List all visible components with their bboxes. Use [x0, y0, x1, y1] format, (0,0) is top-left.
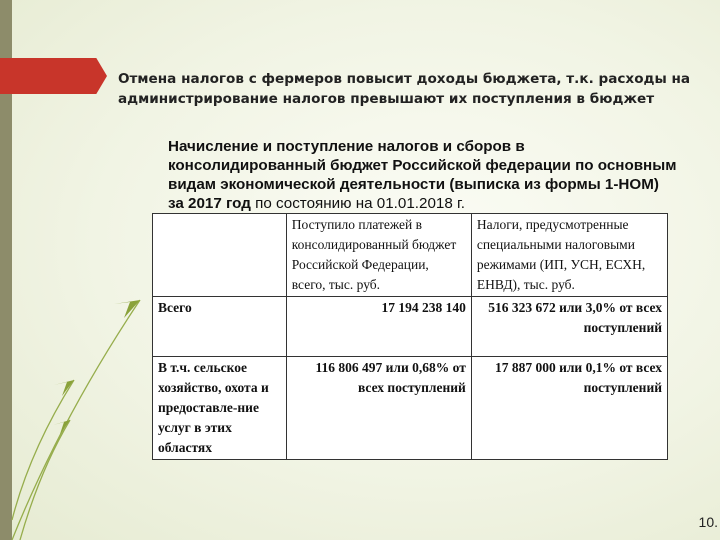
deco-curve-1	[12, 300, 140, 540]
page-number: 10.	[698, 514, 718, 530]
table-caption-date: по состоянию на 01.01.2018 г.	[250, 195, 465, 212]
table-caption-bold: Начисление и поступление налогов и сборов в консолидированный бюджет Российской федерации по основным видам экономической деятельности (выписка из формы 1-НОМ) за 2017 год	[168, 138, 677, 212]
tax-table	[152, 213, 668, 460]
header-cell-total: Поступило платежей в консолидированный бюджет Российской Федерации, всего, тыс. руб.	[286, 214, 471, 297]
cell-total-special: 516 323 672 или 3,0% от всех поступлений	[471, 297, 667, 357]
table-row	[153, 297, 668, 357]
table-caption	[168, 137, 678, 213]
title-accent-tab	[0, 58, 107, 94]
deco-arrowhead-1	[114, 300, 140, 318]
cell-total-payments: 17 194 238 140	[286, 297, 471, 357]
deco-arrowhead-3	[53, 420, 70, 434]
cell-agriculture-payments: 116 806 497 или 0,68% от всех поступлений	[286, 357, 471, 460]
table-header-row	[153, 214, 668, 297]
slide-headline: Отмена налогов с фермеров повысит доходы бюджета, т.к. расходы на администрирование налогов превышают их поступления в бюджет	[118, 71, 691, 107]
row-label-total: Всего	[153, 297, 287, 357]
header-cell-special-regimes: Налоги, предусмотренные специальными налоговыми режимами (ИП, УСН, ЕСХН, ЕНВД), тыс. руб.	[471, 214, 667, 297]
deco-curve-2	[12, 380, 74, 520]
cell-agriculture-special: 17 887 000 или 0,1% от всех поступлений	[471, 357, 667, 460]
table-row	[153, 357, 668, 460]
deco-curve-3	[20, 420, 70, 540]
deco-arrowhead-2	[54, 380, 74, 396]
header-cell-empty	[153, 214, 287, 297]
row-label-agriculture: В т.ч. сельское хозяйство, охота и предоставле-ние услуг в этих областях	[153, 357, 287, 460]
